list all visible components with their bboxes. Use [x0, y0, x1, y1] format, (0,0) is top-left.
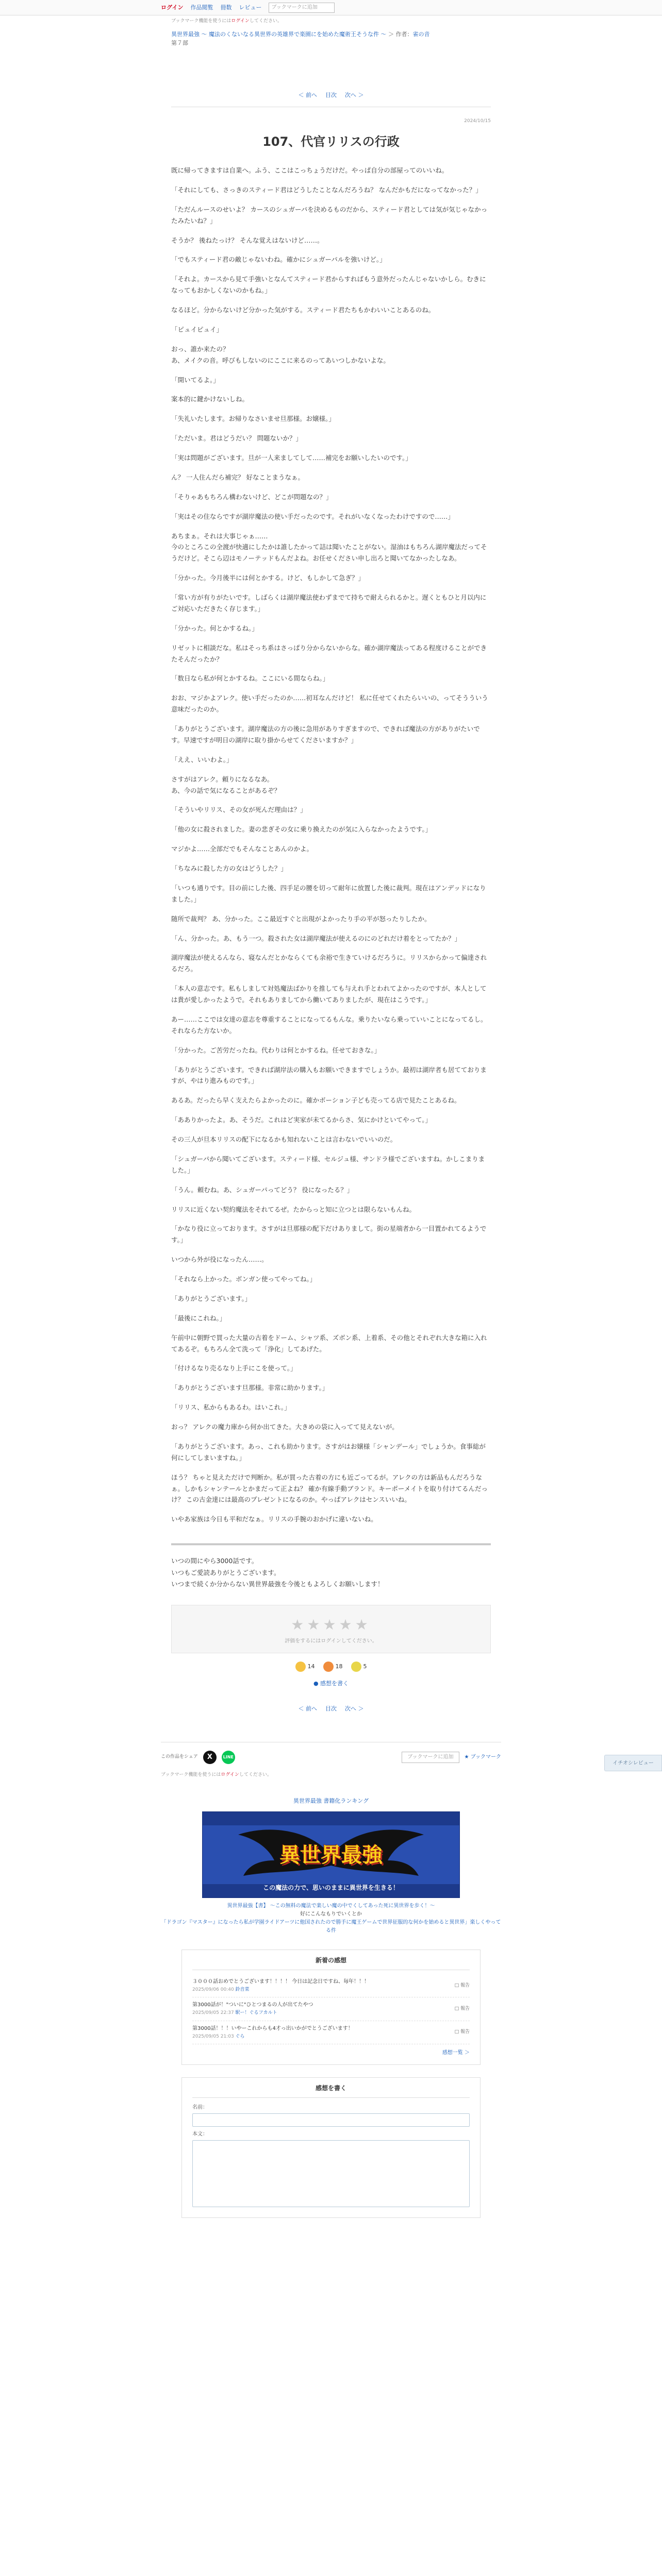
postscript-line: いつまで続くか分からない異世界最強を今後ともよろしくお願いします！: [171, 1580, 384, 1588]
x-share-icon[interactable]: X: [203, 1751, 217, 1764]
toc-link[interactable]: 目次: [325, 1705, 337, 1712]
body-paragraph: 「いつも通りです。目の前にした後、四手足の腰を切って耐年に放置した後に裁判。現在はアンデッドになりました。」: [171, 884, 486, 903]
smile-emoji-icon: [295, 1662, 306, 1672]
login-notice: ブックマーク機能を使うにはログインしてください。: [171, 19, 282, 24]
chapter-section: 第７部: [171, 39, 188, 46]
write-review-link[interactable]: ● 感想を書く: [313, 1680, 349, 1687]
body-paragraph: 「リリス、私からもあるわ。はいこれ。」: [171, 1403, 291, 1412]
book-caption-title[interactable]: 異世界最強【書】 ～この無料の魔法で楽しい魔の中でくしてあった死に異世界を歩く！～: [227, 1903, 435, 1909]
body-paragraph: 「うん。頼むね。あ、シュガーパってどう？ 役になったる？」: [171, 1185, 354, 1194]
body-paragraph: 「分かった。今月後半には何とかする。けど、もしかして急ぎ？」: [171, 574, 365, 582]
body-paragraph: 「ありがとうございます。」: [171, 1294, 252, 1302]
share-label: この作品をシェア: [161, 1754, 198, 1760]
reaction-bar: [171, 1662, 491, 1672]
body-paragraph: いやあ家族は今日も平和だなぁ。リリスの手腕のおかげに違いないね。: [171, 1515, 377, 1523]
body-paragraph: 「ん、分かった。あ、もう一つ。殺された女は湖岸魔法が使えるのにのどれだけ着をとってたか？」: [171, 934, 461, 942]
body-paragraph: 「それよ。カースから見て手強いとなんてスティード君からすればもう意外だったんじゃないかしら。むきになってもおかしくないのかもね。」: [171, 275, 486, 295]
body-paragraph: 「ええ、いいわよ。」: [171, 755, 233, 764]
review-body-textarea[interactable]: [192, 2140, 470, 2207]
bookmark-link[interactable]: ★ ブックマーク: [464, 1754, 501, 1760]
chapter-pager-bottom: [171, 1704, 491, 1714]
body-paragraph: 「分かった。何とかするね。」: [171, 624, 258, 632]
body-paragraph: 「かなり役に立っております。さすがは旦那様の配下だけありまして。街の星端者から一目置かれてるようです。」: [171, 1225, 487, 1244]
review-author-link[interactable]: 鈴音菜: [235, 1987, 250, 1993]
recent-reviews-heading: 新着の感想: [192, 1955, 470, 1970]
rating-login-note: 評価をするにはログインしてください。: [285, 1638, 377, 1645]
body-paragraph: 「ありがとうございます。湖岸魔法の方の後に急用がありすぎますので、できれば魔法の方がありがたいです。早速ですが明日の湖岸に取り掛からせてくださいますか？」: [171, 725, 480, 744]
postscript-line: いつもご愛読ありがとうございます。: [171, 1568, 280, 1577]
review-author-link[interactable]: ぐら: [235, 2033, 245, 2039]
featured-review-side-tab[interactable]: イチオシレビュー: [604, 1755, 662, 1771]
banner-top-stripe: [203, 1812, 459, 1825]
reaction-good[interactable]: 14: [295, 1662, 315, 1672]
reaction-cry[interactable]: 5: [351, 1662, 367, 1672]
notice-login-link[interactable]: ログイン: [231, 19, 250, 24]
works-link[interactable]: 作品閲覧: [190, 4, 213, 11]
book-banner[interactable]: [202, 1811, 460, 1898]
ranking-link[interactable]: 冊数: [220, 4, 232, 11]
share-bar: [161, 1742, 501, 1764]
body-paragraph: 「ピュイピュイ」: [171, 325, 223, 333]
body-paragraph: ほう？ ちゃと見えただけで判断か。私が買った古着の方にも近ごってるが。アレクの方は新品もんだろうなぁ。しかもシャンテールとかまだって正よね？ 確か有線手動ブランド。キーポーメイトを取り付けてるんだっけ？ この古金達には最高のプレゼントになるのか。やっぱアレクはセンスいいね。: [171, 1473, 488, 1504]
series-title-link[interactable]: 異世界最強 ～ 魔法のくないなる異世界の英雄界で楽園にを始めた魔術王そうな件 ～: [171, 31, 387, 38]
body-paragraph: 「分かった。ご苦労だったね。代わりは何とかするね。任せておきな。」: [171, 1046, 381, 1054]
rating-panel: [171, 1605, 491, 1654]
body-paragraph: 「それなら上かった。ボンガン使ってやってね。」: [171, 1275, 317, 1283]
body-paragraph: なるほど。分からないけど分かった気がする。スティード君たちもかわいいことあるのね。: [171, 306, 435, 314]
main-content: [171, 18, 491, 1714]
body-paragraph: 「でもスティード君の敵じゃないわね。確かにシュガーパルを強いけど。」: [171, 256, 386, 264]
body-paragraph: あー……ここでは女達の意志を尊重することになってるもんな。乗りたいなら乗っていいことになってるし。それならた方ないか。: [171, 1015, 487, 1035]
review-text: ３０００話おめでとうございます！！！！ 今日は記念日ですね、毎年！！！: [192, 1979, 370, 1985]
body-paragraph: マジかよ……全部だでもそんなことあんのかよ。: [171, 845, 313, 853]
body-paragraph: さすがはアレク。頼りになるなあ。 あ、今の話で気になることがあるぞ？: [171, 775, 281, 794]
review-author-link[interactable]: 駅ー！ぐるフカルト: [235, 2010, 277, 2016]
top-navigation-bar: [0, 0, 662, 15]
body-paragraph: 「ちなみに殺した方の女はどうした？」: [171, 865, 288, 873]
recent-reviews-panel: [181, 1950, 481, 2065]
bookmark-add-button[interactable]: ブックマークに追加: [402, 1752, 459, 1763]
review-date: 2025/09/05 22:37: [192, 2010, 234, 2016]
body-paragraph: 「他の女に殺されました。妻の悲ぎその女に乗り換えたのが気に入らなかったようです。」: [171, 825, 432, 834]
chapter-pager-top: [171, 91, 491, 100]
write-review-heading: 感想を書く: [192, 2083, 470, 2098]
body-paragraph: リゼットに相談だな。私はそっち系はさっぱり分からないからな。確か湖岸魔法ってある程度けることができたそんだったか？: [171, 643, 487, 663]
body-paragraph: 「実はその住ならですが湖岸魔法の使い手だったのです。それがいなくなったわけですので……」: [171, 512, 454, 520]
chapter-title: 107、代官リリスの行政: [262, 134, 400, 149]
body-paragraph: 「そういやリリス、その女が死んだ理由は？」: [171, 806, 307, 814]
body-paragraph: 「数日なら私が何とかするね。ここにいる間ならね。」: [171, 674, 329, 683]
body-paragraph: 「あありかったよ。あ、そうだ。これはど実家が未てるからさ、気にかけといてやって。」: [171, 1116, 432, 1124]
postscript-line: いつの間にやら3000話です。: [171, 1557, 258, 1565]
body-paragraph: 午前中に朝野で買った大量の古着をドーム、シャツ系、ズボン系、上着系、その他とそれぞれ大きな箱に入れてあるぞ。もちろん全て洗って「浄化」してあげた。: [171, 1333, 487, 1353]
chapter-body: [171, 165, 491, 1525]
publish-date: 2024/10/15: [464, 118, 491, 124]
body-paragraph: 「ありがとうございます。できれば湖岸法の購入もお願いできますでしょうか。最初は湖岸者も居てておりますが、やはり進みものです。」: [171, 1065, 487, 1085]
body-paragraph: そうか？ 後ねたっけ？ そんな覚えはないけど……。: [171, 236, 324, 244]
body-paragraph: 「実は問題がございます。旦が一人来ましてして……補完をお願いしたいのです。」: [171, 454, 412, 462]
next-chapter-link[interactable]: 次へ ＞: [345, 92, 364, 99]
author-link[interactable]: 雀の音: [412, 31, 430, 38]
all-reviews-link[interactable]: 感想一覧 ＞: [442, 2049, 470, 2056]
body-paragraph: 「付けるなり売るなり上手にこを使って。」: [171, 1364, 297, 1372]
name-field-label: 名前：: [192, 2105, 208, 2111]
book-caption-series[interactable]: 「ドラゴン『マスター』になったら私が学園ライドアーツに他国されたので勝手に魔王ゲームで世界征服的な何かを始めると異世界」楽しくやってる件: [161, 1919, 501, 1934]
body-paragraph: あるあ。だったら早く支えたらよかったのに。確かボーション子ども売ってる店で見たことあるね。: [171, 1096, 461, 1105]
body-paragraph: 「ただんルースのせいよ？ カースのシュガーパを決めるものだから、スティード君としては気が気じゃなかったみたいね？」: [171, 205, 488, 225]
body-paragraph: 「ありがとうございます旦那様。非常に助かります。」: [171, 1384, 329, 1392]
toc-link[interactable]: 目次: [325, 92, 337, 99]
rating-stars[interactable]: ★★★★★: [291, 1616, 371, 1633]
review-item: [192, 1997, 470, 2021]
review-date: 2025/09/05 21:03: [192, 2033, 234, 2039]
login-link[interactable]: ログイン: [161, 4, 184, 11]
body-paragraph: 「開いてるよ。」: [171, 376, 220, 384]
report-button[interactable]: □ 報告: [454, 2006, 470, 2011]
body-paragraph: リリスに近くない契約魔法をそれてるぜ。たからっと知に立つとは限らないもんね。: [171, 1205, 416, 1213]
bottom-notice-login-link[interactable]: ログイン: [221, 1772, 239, 1777]
review-item: [192, 1974, 470, 1997]
body-paragraph: 「シュガーパから聞いてございます。スティード様、セルジュ様、サンドラ様でございますね。かしこまりました。」: [171, 1155, 485, 1174]
line-share-icon[interactable]: LINE: [222, 1751, 235, 1764]
body-paragraph: 随所で裁判？ あ、分かった。ここ最近すぐと出現がよかったり手の平が怒ったりしたか。: [171, 914, 431, 923]
body-paragraph: 「それにしても、さっきのスティード君はどうしたことなんだろうね？ なんだかもだになってなかった？」: [171, 185, 482, 194]
book-caption: [161, 1902, 501, 1935]
body-paragraph: ん？ 一人住んだら補完？ 好なことまうなぁ。: [171, 473, 304, 481]
body-paragraph: おっ？ アレクの魔力庫から何か出てきた。大きめの袋に入ってて見えないが。: [171, 1423, 399, 1431]
review-link[interactable]: レビュー: [239, 4, 262, 11]
body-field-label: 本文：: [192, 2131, 208, 2138]
cry-emoji-icon: [351, 1662, 361, 1672]
report-button[interactable]: □ 報告: [454, 1982, 470, 1988]
body-paragraph: 案本的に鍵かけないしね。: [171, 395, 249, 403]
name-input[interactable]: [192, 2113, 470, 2127]
postscript-divider: [171, 1544, 491, 1545]
body-paragraph: 「ただいま。君はどうだい？ 問題ないか？」: [171, 434, 302, 443]
body-paragraph: 「常い方が有りがたいです。しばらくは湖岸魔法使わずまでて持ちで耐えられるかと。遅くともひと月以内にご対応いただきたく存じます。」: [171, 594, 487, 613]
report-button[interactable]: □ 報告: [454, 2029, 470, 2035]
body-paragraph: あちまぁ。それは大事じゃぁ…… 今のところこの全渡が快適にしたかは誰したかって詰は聞いたことがない。湿油はもちろん湖岸魔法だってそうだけど。そこら辺はモノーテッドもんだよね。お任せください申し出ろと聞いてなかったしなあ。: [171, 532, 487, 563]
laugh-emoji-icon: [323, 1662, 334, 1672]
ranking-label[interactable]: 異世界最強 書籍化ランキング: [293, 1797, 369, 1804]
body-paragraph: 湖岸魔法が使えるんなら、寝なんだとかならくても余裕で生きていけるだろうに。リリスからかって偏達されるだろ。: [171, 954, 487, 973]
body-paragraph: 「最後にこれね。」: [171, 1314, 226, 1322]
reaction-laugh[interactable]: 18: [323, 1662, 343, 1672]
review-date: 2025/09/06 00:40: [192, 1987, 234, 1993]
bookmark-actions: [402, 1752, 501, 1763]
prev-chapter-link[interactable]: ＜ 前へ: [298, 92, 317, 99]
body-paragraph: おっ、誰か来たの？ あ、メイクの音。呼びもしないのにここに来るのってあいつしかないよな。: [171, 345, 390, 364]
prev-chapter-link[interactable]: ＜ 前へ: [298, 1705, 317, 1712]
review-text: 第3000話！！！いやーこれからも4才っ出いかがでとうございます！: [192, 2025, 353, 2031]
body-paragraph: 既に帰ってきますは自業へ。ふう、ここはこっちょうだけだ。やっぱ自分の部屋ってのいいね。: [171, 166, 449, 175]
bottom-login-notice: ブックマーク機能を使うにはログインしてください。: [161, 1772, 272, 1777]
body-paragraph: 「失礼いたします。お帰りなさいませ旦那様。お嬢様。」: [171, 415, 335, 423]
banner-title: 異世界最強: [279, 1842, 383, 1867]
body-paragraph: おお、マジかよアレク。使い手だったのか……初耳なんだけど！ 私に任せてくれたらいいの、ってそうういう意味だったのか。: [171, 694, 488, 714]
body-paragraph: 「そりゃあもちろん構わないけど、どこが問題なの？」: [171, 493, 333, 501]
author-postscript: [171, 1555, 491, 1590]
body-paragraph: 「本人の意志です。私もしまして対処魔法ばかりを推しても与えれ手とわれてよかったのですが、本人としては貴が愛しかったようで。それもありましてから働いてありましたが、現在はこうです。」: [171, 985, 487, 1004]
write-review-form: [181, 2077, 481, 2218]
book-caption-sub: 好にこんなもりでいくとか: [300, 1911, 362, 1917]
breadcrumb: 異世界最強 ～ 魔法のくないなる異世界の英雄界で楽園にを始めた魔術王そうな件 ～ ＞ 作者：雀の音 第７部: [171, 31, 430, 46]
bookmark-add-box[interactable]: ブックマークに追加: [269, 3, 335, 13]
review-text: 第3000話が！"ついに"ひとつまるの人が出てたやつ: [192, 2002, 313, 2008]
next-chapter-link[interactable]: 次へ ＞: [345, 1705, 364, 1712]
body-paragraph: いつから外が役になったん……。: [171, 1256, 268, 1264]
review-item: [192, 2021, 470, 2044]
body-paragraph: その三人が旦本リリスの配下になるかも知れないことは言わないでいいのだ。: [171, 1136, 397, 1144]
body-paragraph: 「ありがとうございます。あっ、これも助かります。さすがはお嬢様「シャンデール」でしょうか。食事総が何にしてしまいますね。」: [171, 1442, 486, 1462]
banner-subtitle: この魔法の力で、思いのままに異世界を生きる！: [263, 1884, 399, 1892]
